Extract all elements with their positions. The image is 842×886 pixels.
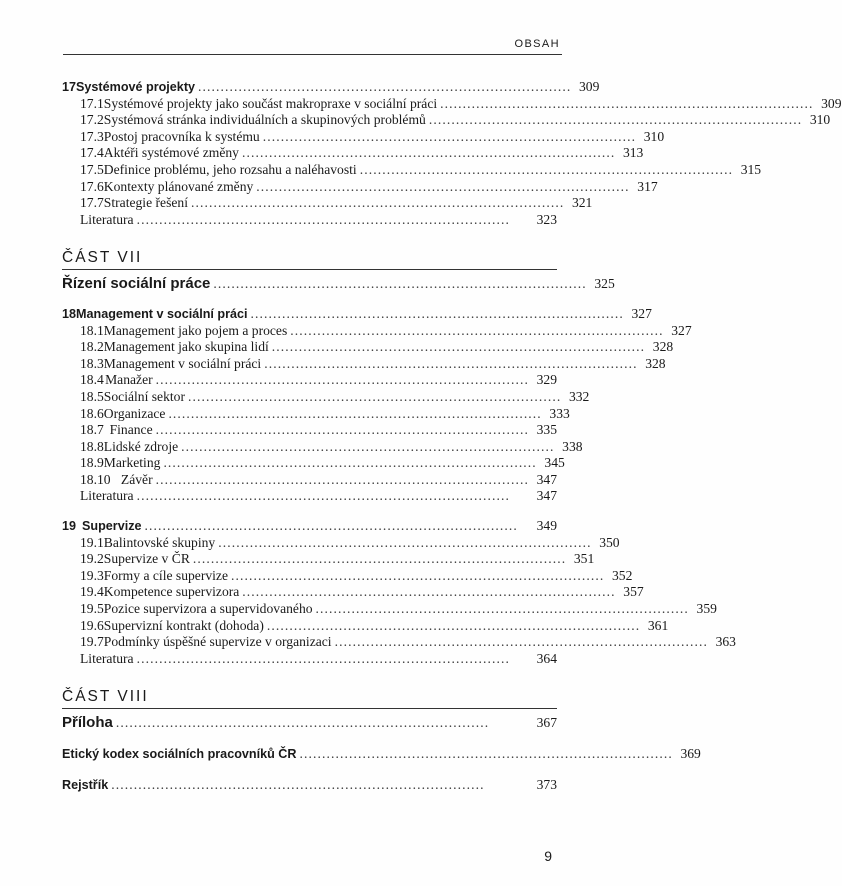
toc-entry[interactable] bbox=[62, 438, 583, 456]
page-ref: 309 bbox=[821, 95, 842, 111]
page-ref: 349 bbox=[536, 518, 557, 534]
dot-leader: ................................................................................... bbox=[264, 355, 638, 371]
toc-entry[interactable] bbox=[62, 128, 665, 146]
page-number: 9 bbox=[544, 848, 552, 864]
entry-number: 17.1 bbox=[80, 95, 104, 111]
entry-number: 18.3 bbox=[80, 355, 104, 371]
entry-number: 18.8 bbox=[80, 438, 104, 454]
entry-number: 19.2 bbox=[80, 551, 104, 567]
dot-leader: ................................................................................... bbox=[136, 211, 510, 227]
dot-leader: ................................................................................... bbox=[242, 584, 616, 600]
entry-number: 19.6 bbox=[80, 617, 104, 633]
page-ref: 359 bbox=[696, 601, 717, 617]
page-ref: 327 bbox=[671, 322, 692, 338]
page-ref: 351 bbox=[573, 551, 595, 567]
chapter-title: Etický kodex sociálních pracovníků ČR bbox=[62, 747, 297, 761]
entry-number: 18.9 bbox=[80, 455, 104, 471]
entry-number: 18.6 bbox=[80, 405, 104, 421]
page-ref: 332 bbox=[568, 388, 590, 404]
dot-leader: ................................................................................... bbox=[231, 567, 605, 583]
page-ref: 361 bbox=[647, 617, 669, 633]
toc-literature[interactable] bbox=[62, 212, 557, 229]
page-ref: 338 bbox=[562, 438, 583, 454]
toc-entry[interactable] bbox=[62, 584, 644, 601]
entry-title: Kontexty plánované změny bbox=[103, 178, 254, 194]
entry-number: 17.7 bbox=[80, 195, 104, 211]
page-ref: 327 bbox=[631, 305, 652, 321]
dot-leader: ................................................................................... bbox=[256, 178, 630, 194]
entry-number: 18.5 bbox=[80, 388, 104, 404]
dot-leader: ................................................................................... bbox=[136, 488, 510, 504]
dot-leader: ................................................................................... bbox=[250, 305, 624, 321]
toc-entry[interactable] bbox=[62, 322, 692, 340]
toc-literature[interactable] bbox=[62, 488, 557, 505]
toc-entry[interactable] bbox=[62, 422, 557, 439]
part-label: ČÁST VII bbox=[62, 249, 557, 270]
page-ref: 333 bbox=[549, 405, 570, 421]
page-ref: 328 bbox=[652, 339, 674, 355]
toc-entry[interactable] bbox=[62, 355, 666, 373]
page-ref: 310 bbox=[809, 112, 831, 128]
toc-part-title[interactable] bbox=[62, 275, 615, 293]
entry-number: 19.3 bbox=[80, 567, 104, 583]
entry-number: 18.7 bbox=[80, 422, 104, 438]
page-ref: 373 bbox=[536, 776, 557, 792]
entry-title: Pozice supervizora a supervidovaného bbox=[103, 601, 313, 617]
entry-title: Finance bbox=[109, 422, 153, 438]
dot-leader: ................................................................................... bbox=[181, 438, 555, 454]
toc-chapter-18[interactable] bbox=[62, 305, 652, 323]
dot-leader: ................................................................................... bbox=[315, 601, 689, 617]
toc-literature[interactable] bbox=[62, 651, 557, 668]
entry-number: 18.1 bbox=[80, 322, 104, 338]
dot-leader: ................................................................................... bbox=[334, 634, 708, 650]
toc-entry[interactable] bbox=[62, 112, 831, 129]
dot-leader: ................................................................................... bbox=[111, 776, 485, 792]
chapter-number: 17 bbox=[62, 80, 77, 94]
page-ref: 321 bbox=[571, 195, 593, 211]
entry-title: Systémové projekty jako součást makropraxe v sociální práci bbox=[103, 95, 438, 111]
page-ref: 317 bbox=[637, 178, 658, 194]
dot-leader: ................................................................................... bbox=[241, 145, 616, 161]
dot-leader: ................................................................................... bbox=[190, 195, 565, 211]
toc-chapter-17[interactable] bbox=[62, 79, 600, 96]
entry-number: 18.4 bbox=[80, 372, 104, 388]
page-ref: 313 bbox=[622, 145, 644, 161]
dot-leader: ................................................................................... bbox=[187, 388, 562, 404]
entry-title: Kompetence supervizora bbox=[103, 584, 240, 600]
dot-leader: ................................................................................... bbox=[218, 534, 592, 550]
page-ref: 315 bbox=[740, 161, 762, 177]
running-header: OBSAH bbox=[514, 38, 560, 50]
entry-number: 19.4 bbox=[80, 584, 104, 600]
entry-title: Definice problému, jeho rozsahu a naléhavosti bbox=[103, 161, 357, 177]
entry-title: Literatura bbox=[80, 650, 134, 666]
dot-leader: ................................................................................... bbox=[155, 471, 529, 487]
chapter-number: 18 bbox=[62, 306, 77, 321]
toc-entry[interactable] bbox=[62, 472, 557, 489]
header-rule bbox=[63, 54, 562, 55]
entry-title: Organizace bbox=[103, 405, 166, 421]
part-title: Příloha bbox=[62, 714, 113, 732]
page-ref: 363 bbox=[715, 634, 736, 650]
toc-chapter-19[interactable] bbox=[62, 518, 557, 535]
entry-title: Literatura bbox=[80, 488, 134, 504]
entry-number: 17.6 bbox=[80, 178, 104, 194]
toc-entry[interactable] bbox=[62, 601, 717, 618]
dot-leader: ................................................................................... bbox=[299, 746, 673, 761]
entry-title: Marketing bbox=[103, 455, 161, 471]
entry-number: 17.4 bbox=[80, 145, 104, 161]
entry-number: 19.5 bbox=[80, 601, 104, 617]
dot-leader: ................................................................................... bbox=[163, 455, 537, 471]
page-ref: 323 bbox=[536, 211, 557, 227]
toc-entry[interactable] bbox=[62, 455, 565, 472]
chapter-title: Management v sociální práci bbox=[76, 306, 248, 321]
entry-title: Aktéři systémové změny bbox=[103, 145, 239, 161]
part-label: ČÁST VIII bbox=[62, 688, 557, 709]
dot-leader: ................................................................................... bbox=[213, 276, 587, 292]
entry-number: 19.7 bbox=[80, 634, 104, 650]
chapter-title: Rejstřík bbox=[62, 777, 109, 792]
entry-title: Manažer bbox=[105, 372, 153, 388]
entry-number: 17.2 bbox=[80, 112, 104, 128]
entry-title: Management jako skupina lidí bbox=[103, 339, 269, 355]
chapter-number: 19 bbox=[62, 519, 77, 534]
page-ref: 335 bbox=[536, 422, 557, 438]
entry-title: Lidské zdroje bbox=[103, 438, 179, 454]
page-ref: 347 bbox=[536, 471, 557, 487]
toc-entry[interactable] bbox=[62, 195, 593, 212]
toc-entry[interactable] bbox=[62, 161, 762, 179]
dot-leader: ................................................................................... bbox=[155, 422, 529, 438]
entry-number: 17.3 bbox=[80, 128, 104, 144]
toc-ethics-code[interactable] bbox=[62, 746, 701, 763]
page-ref: 347 bbox=[536, 488, 557, 504]
toc-entry[interactable] bbox=[62, 534, 620, 552]
chapter-title: Systémové projekty bbox=[76, 80, 196, 94]
dot-leader: ................................................................................... bbox=[192, 551, 567, 567]
toc-index[interactable] bbox=[62, 777, 557, 794]
entry-title: Podmínky úspěšné supervize v organizaci bbox=[103, 634, 332, 650]
entry-title: Supervize v ČR bbox=[103, 551, 190, 567]
toc-entry[interactable] bbox=[62, 372, 557, 389]
dot-leader: ................................................................................... bbox=[266, 617, 641, 633]
page-ref: 357 bbox=[623, 584, 644, 600]
toc-entry[interactable] bbox=[62, 388, 590, 406]
table-of-contents bbox=[62, 79, 842, 793]
dot-leader: ................................................................................... bbox=[155, 372, 529, 388]
entry-number: 18.2 bbox=[80, 339, 104, 355]
entry-title: Supervizní kontrakt (dohoda) bbox=[103, 617, 264, 633]
toc-entry[interactable] bbox=[62, 145, 644, 162]
dot-leader: ................................................................................... bbox=[428, 112, 803, 128]
entry-title: Strategie řešení bbox=[103, 195, 188, 211]
entry-title: Management jako pojem a proces bbox=[103, 322, 288, 338]
dot-leader: ................................................................................... bbox=[168, 405, 542, 421]
page-ref: 369 bbox=[680, 746, 701, 761]
dot-leader: ................................................................................... bbox=[359, 161, 734, 177]
entry-title: Sociální sektor bbox=[103, 388, 185, 404]
chapter-title: Supervize bbox=[82, 519, 142, 534]
dot-leader: ................................................................................... bbox=[271, 339, 646, 355]
entry-number: 17.5 bbox=[80, 161, 104, 177]
toc-entry[interactable] bbox=[62, 617, 669, 635]
toc-entry[interactable] bbox=[62, 178, 658, 196]
page-ref: 309 bbox=[579, 79, 600, 94]
page-ref: 367 bbox=[536, 715, 557, 731]
entry-title: Závěr bbox=[120, 471, 153, 487]
dot-leader: ................................................................................... bbox=[115, 715, 490, 731]
dot-leader: ................................................................................... bbox=[262, 128, 637, 144]
entry-title: Postoj pracovníka k systému bbox=[103, 128, 260, 144]
page-ref: 350 bbox=[599, 534, 620, 550]
toc-entry[interactable] bbox=[62, 634, 736, 651]
page-ref: 364 bbox=[536, 650, 557, 666]
dot-leader: ................................................................................... bbox=[440, 95, 814, 111]
toc-part-title[interactable] bbox=[62, 715, 557, 732]
entry-title: Systémová stránka individuálních a skupinových problémů bbox=[103, 112, 426, 128]
dot-leader: ................................................................................... bbox=[136, 650, 510, 666]
page-ref: 325 bbox=[594, 276, 615, 292]
toc-entry[interactable] bbox=[62, 405, 570, 423]
entry-title: Formy a cíle supervize bbox=[103, 567, 228, 583]
entry-title: Balintovské skupiny bbox=[103, 534, 216, 550]
toc-entry[interactable] bbox=[62, 95, 842, 113]
toc-entry[interactable] bbox=[62, 567, 633, 585]
dot-leader: ................................................................................... bbox=[198, 79, 572, 94]
page-ref: 352 bbox=[611, 567, 633, 583]
entry-number: 18.10 bbox=[80, 471, 111, 487]
dot-leader: ................................................................................... bbox=[144, 518, 518, 534]
entry-title: Literatura bbox=[80, 211, 134, 227]
page-ref: 310 bbox=[643, 128, 665, 144]
toc-entry[interactable] bbox=[62, 339, 674, 356]
entry-title: Management v sociální práci bbox=[103, 355, 262, 371]
page-ref: 345 bbox=[544, 455, 565, 471]
page-ref: 329 bbox=[536, 372, 557, 388]
part-title: Řízení sociální práce bbox=[62, 275, 211, 293]
entry-number: 19.1 bbox=[80, 534, 104, 550]
dot-leader: ................................................................................... bbox=[290, 322, 664, 338]
page-ref: 328 bbox=[645, 355, 666, 371]
toc-entry[interactable] bbox=[62, 551, 595, 568]
